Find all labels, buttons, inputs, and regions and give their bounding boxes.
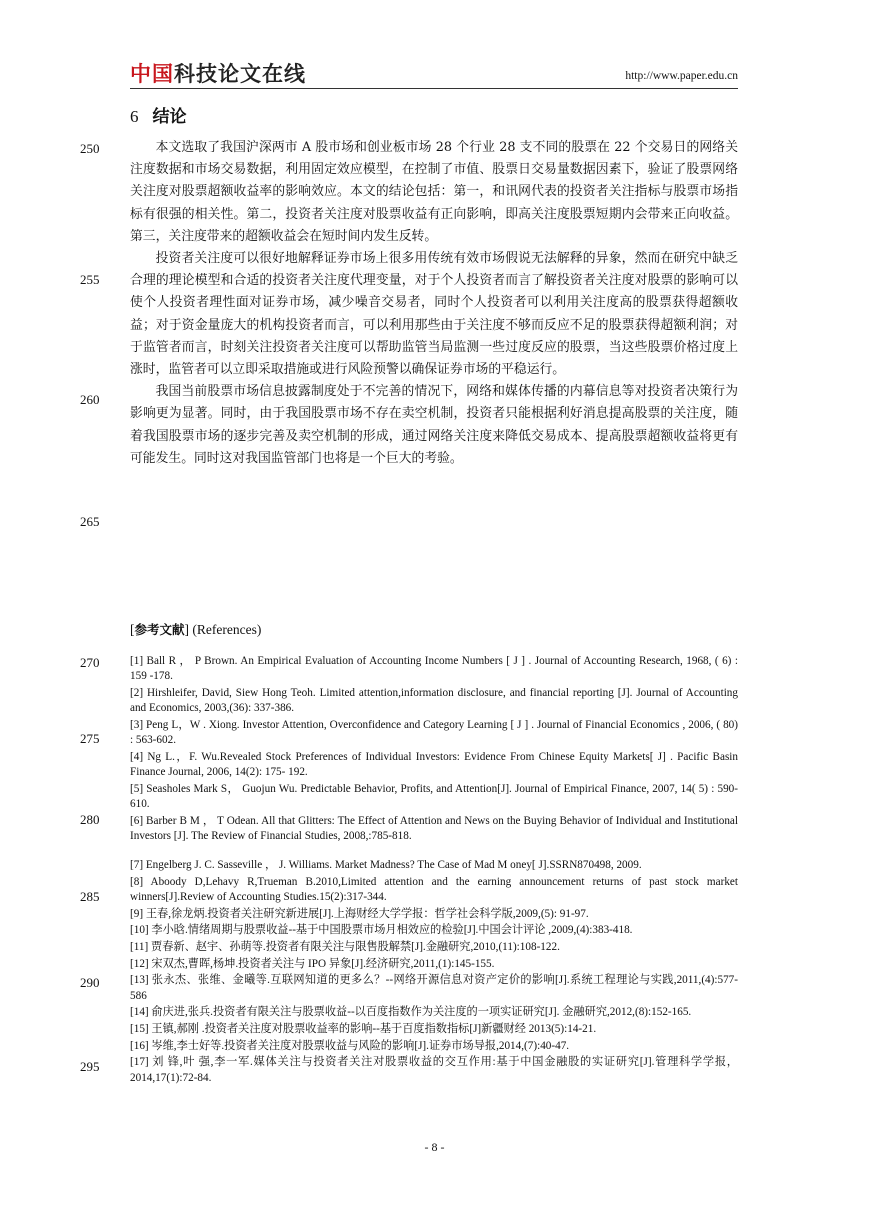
reference-item: [9] 王春,徐龙炳.投资者关注研究新进展[J].上海财经大学学报：哲学社会科学版,2009,(5): 91-97. bbox=[130, 907, 589, 920]
line-number: 280 bbox=[80, 812, 100, 827]
page-number: - 8 - bbox=[424, 1140, 445, 1154]
line-number: 270 bbox=[80, 655, 100, 670]
references-title-cn: 参考文献 bbox=[134, 622, 185, 637]
header-url[interactable]: http://www.paper.edu.cn bbox=[625, 70, 738, 82]
reference-item: [6] Barber B M ， T Odean. All that Glitters: The Effect of Attention and News on the Buying Behavior of Individual and Institutional Investors [J]. The Review of Financial Studies, 2008,:785-818. bbox=[130, 814, 738, 842]
reference-item: [11] 贾春新、赵宇、孙萌等.投资者有限关注与限售股解禁[J].金融研究,2010,(11):108-122. bbox=[130, 941, 560, 954]
reference-item: [17] 刘 锋,叶 强,李一军.媒体关注与投资者关注对股票收益的交互作用:基于中国金融股的实证研究[J].管理科学学报，2014,17(1):72-84. bbox=[130, 1056, 738, 1084]
references-heading: [参考文献] (References) bbox=[130, 622, 262, 637]
reference-item: [16] 岑维,李士好等.投资者关注度对股票收益与风险的影响[J].证券市场导报,2014,(7):40-47. bbox=[130, 1039, 570, 1052]
reference-item: [3] Peng L，W . Xiong. Investor Attention, Overconfidence and Category Learning [ J ] . Journal of Financial Economics , 2006, ( 80) : 563-602. bbox=[130, 718, 738, 747]
conclusion-body bbox=[130, 137, 738, 470]
page-header bbox=[130, 60, 738, 90]
reference-item: [12] 宋双杰,曹晖,杨坤.投资者关注与 IPO 异象[J].经济研究,2011,(1):145-155. bbox=[130, 957, 495, 970]
reference-item: [15] 王镇,郝刚 .投资者关注度对股票收益率的影响--基于百度指数指标[J]新疆财经 2013(5):14-21. bbox=[130, 1023, 597, 1036]
reference-item: [4] Ng L.，F. Wu.Revealed Stock Preferences of Individual Investors: Evidence From Chinese Equity Markets[ J] . Pacific Basin Finance Journal, 2006, 14(2): 175- 192. bbox=[130, 750, 738, 778]
line-number: 250 bbox=[80, 141, 100, 156]
reference-item: [5] Seasholes Mark S， Guojun Wu. Predictable Behavior, Profits, and Attention[J]. Journal of Empirical Finance, 2007, 14( 5) : 590- 610. bbox=[130, 782, 738, 810]
header-divider bbox=[130, 88, 738, 89]
line-number: 255 bbox=[80, 272, 100, 287]
reference-item: [13] 张永杰、张维、金曦等.互联网知道的更多么？--网络开源信息对资产定价的影响[J].系统工程理论与实践,2011,(4):577-586 bbox=[130, 974, 738, 1002]
reference-list-1 bbox=[130, 654, 738, 845]
reference-item: [14] 俞庆进,张兵.投资者有限关注与股票收益--以百度指数作为关注度的一项实证研究[J]. 金融研究,2012,(8):152-165. bbox=[130, 1006, 692, 1019]
reference-item: [10] 李小晗.情绪周期与股票收益--基于中国股票市场月相效应的检验[J].中国会计评论 ,2009,(4):383-418. bbox=[130, 924, 633, 937]
line-number: 265 bbox=[80, 514, 100, 529]
reference-item: [7] Engelberg J. C. Sasseville ， J. Williams. Market Madness? The Case of Mad M oney[ J].SSRN870498, 2009. bbox=[130, 859, 642, 871]
references-title-en: (References) bbox=[192, 622, 262, 637]
line-number: 260 bbox=[80, 392, 100, 407]
section-number: 6 bbox=[130, 107, 139, 126]
line-number: 295 bbox=[80, 1059, 100, 1074]
line-number: 285 bbox=[80, 889, 100, 904]
reference-list-2 bbox=[130, 858, 738, 1087]
section-heading bbox=[130, 104, 187, 130]
reference-item: [8] Aboody D,Lehavy R,Trueman B.2010,Limited attention and the earning announcement returns of past stock market winners[J].Review of Accounting Studies.15(2):317-344. bbox=[130, 875, 738, 903]
paragraph: 我国当前股票市场信息披露制度处于不完善的情况下，网络和媒体传播的内幕信息等对投资者决策行为影响更为显著。同时，由于我国股票市场不存在卖空机制，投资者只能根据利好消息提高股票的关注度，随着我国股票市场的逐步完善及卖空机制的形成，通过网络关注度来降低交易成本、提高股票超额收益将更有可能发生。同时这对我国监管部门也将是一个巨大的考验。 bbox=[130, 384, 738, 466]
line-number: 290 bbox=[80, 975, 100, 990]
reference-item: [1] Ball R ， P Brown. An Empirical Evaluation of Accounting Income Numbers [ J ] . Journal of Accounting Research, 1968, ( 6) : 159 -178. bbox=[130, 655, 738, 683]
section-title-text: 结论 bbox=[152, 107, 187, 127]
paragraph: 投资者关注度可以很好地解释证券市场上很多用传统有效市场假说无法解释的异象，然而在研究中缺乏合理的理论模型和合适的投资者关注度代理变量，对于个人投资者而言了解投资者关注度对股票的影响可以使个人投资者理性面对证券市场，减少噪音交易者，同时个人投资者可以利用关注度高的股票获得超额收益；对于资金量庞大的机构投资者而言，可以利用那些由于关注度不够而反应不足的股票获得超额利润；对于监管者而言，时刻关注投资者关注度可以帮助监管当局监测一些过度反应的股票，当这些股票价格过度上涨时，监管者可以立即采取措施或进行风险预警以确保证券市场的平稳运行。 bbox=[130, 251, 738, 378]
logo-part-red: 中国 bbox=[130, 62, 174, 86]
line-number: 275 bbox=[80, 731, 100, 746]
logo-part-dark: 科技论文在线 bbox=[174, 62, 306, 86]
reference-item: [2] Hirshleifer, David, Siew Hong Teoh. Limited attention,information disclosure, and financial reporting [J]. Journal of Accounting and Economics, 2003,(36): 337-386. bbox=[130, 686, 738, 715]
site-logo bbox=[130, 60, 306, 88]
paragraph: 本文选取了我国沪深两市 A 股市场和创业板市场 28 个行业 28 支不同的股票在 22 个交易日的网络关注度数据和市场交易数据，利用固定效应模型，在控制了市值、股票日交易量数据因素下，验证了股票网络关注度对股票超额收益率的影响效应。本文的结论包括：第一，和讯网代表的投资者关注指标与股票市场指标有很强的相关性。第二，投资者关注度对股票收益有正向影响，即高关注度股票短期内会带来正向收益。第三，关注度带来的超额收益会在短时间内发生反转。 bbox=[130, 140, 738, 244]
